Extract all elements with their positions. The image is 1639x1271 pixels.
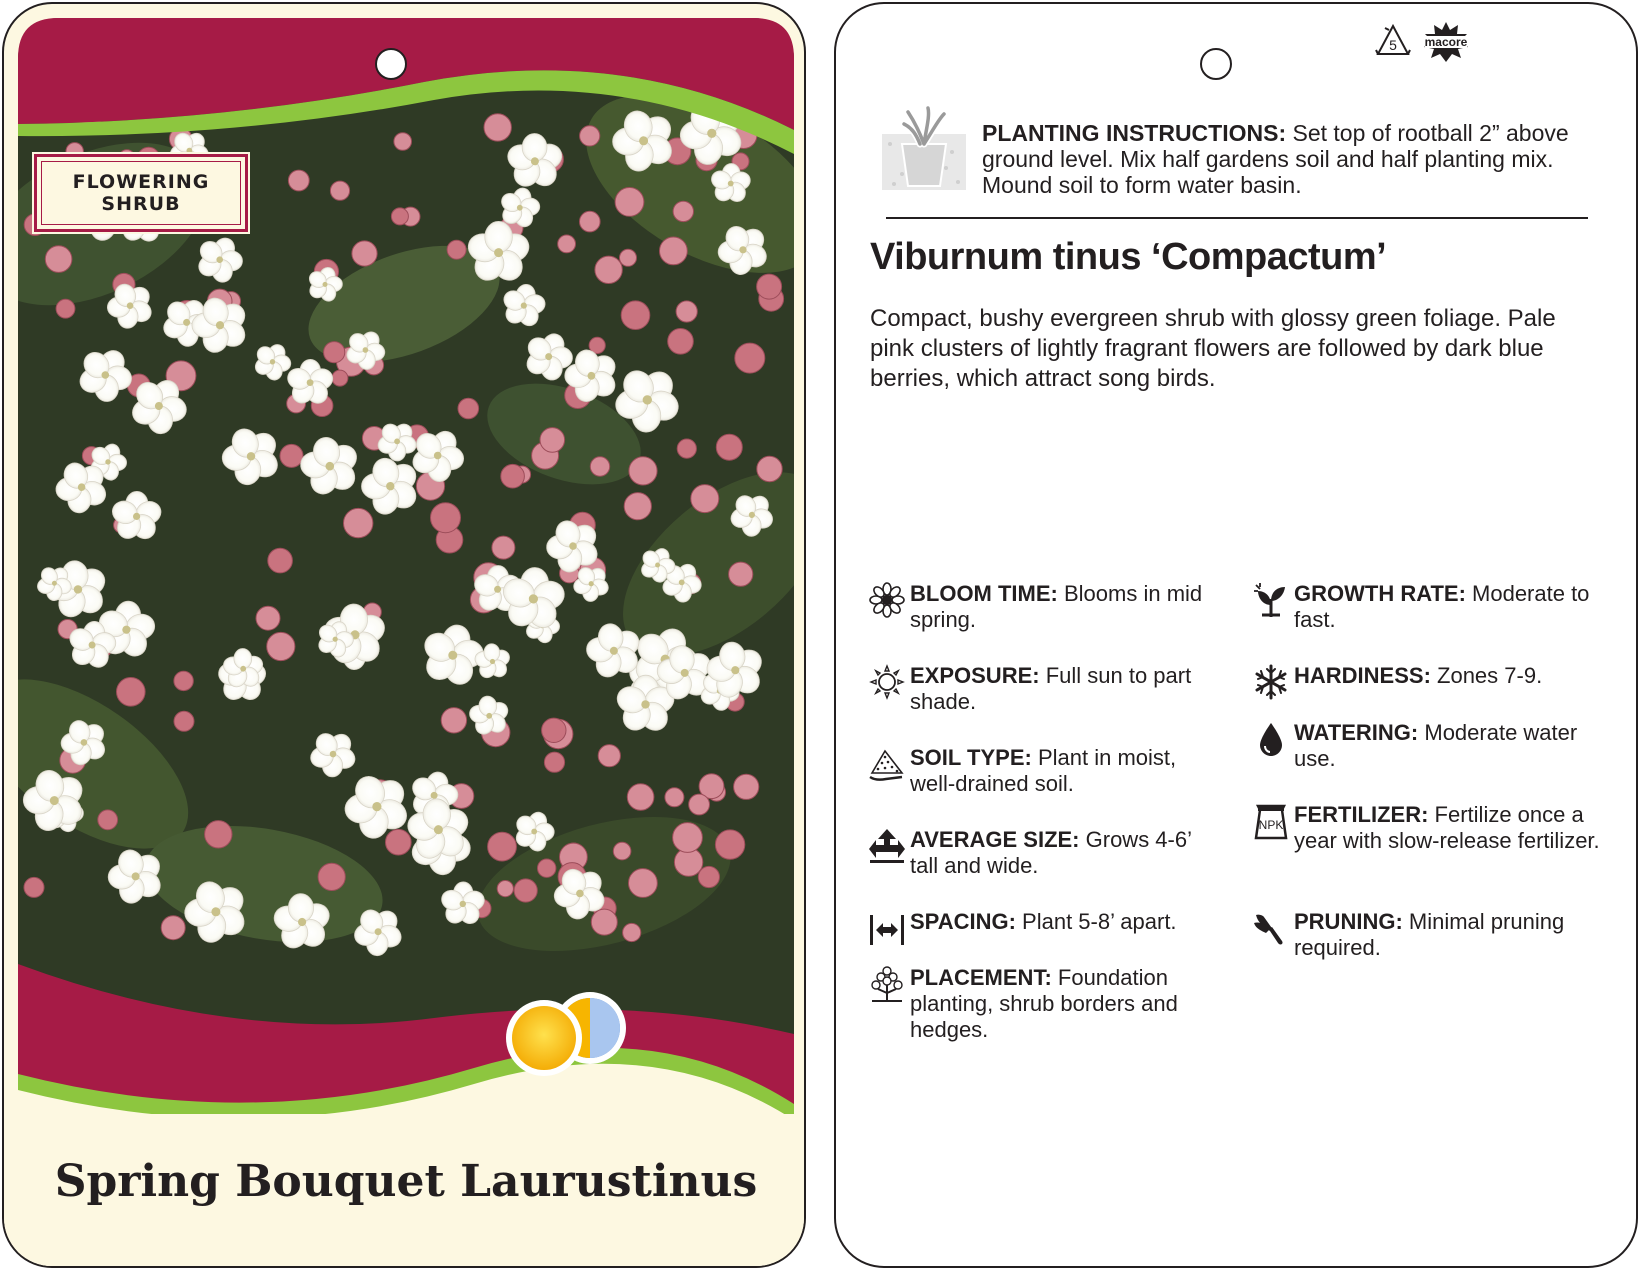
water-drop-icon — [1252, 720, 1290, 758]
care-label: FERTILIZER: — [1294, 802, 1429, 827]
care-label: HARDINESS: — [1294, 663, 1431, 688]
care-value: Blooms in mid spring. — [910, 581, 1203, 632]
care-label: SPACING: — [910, 909, 1016, 934]
care-label: GROWTH RATE: — [1294, 581, 1466, 606]
care-label: BLOOM TIME: — [910, 581, 1058, 606]
plant-common-name: Spring Bouquet Laurustinus — [54, 1156, 758, 1207]
fertilizer-icon-label: NPK — [1258, 818, 1284, 832]
planting-label: PLANTING INSTRUCTIONS: — [982, 120, 1287, 146]
hang-hole — [1200, 48, 1232, 80]
care-value: Minimal pruning required. — [1294, 909, 1565, 960]
botanical-name: Viburnum tinus ‘Compactum’ — [870, 236, 1387, 278]
back-tag — [834, 2, 1638, 1268]
care-label: WATERING: — [1294, 720, 1419, 745]
exposure-icons — [502, 990, 634, 1080]
sun-outline-icon — [868, 663, 906, 701]
recycle-number: 5 — [1389, 37, 1397, 53]
hang-hole — [375, 48, 407, 80]
snowflake-icon — [1252, 663, 1290, 701]
brand-logo-icon — [1420, 20, 1472, 64]
planting-text: Set top of rootball 2” above ground level. Mix half gardens soil and half planting mix. Mound soil to form water basin. — [982, 120, 1569, 198]
care-value: Plant in moist, well-drained soil. — [910, 745, 1177, 796]
spacing-arrows-icon — [868, 909, 906, 947]
potted-plant-icon — [882, 104, 966, 200]
divider — [886, 217, 1588, 219]
flower-icon — [868, 581, 906, 619]
care-label: EXPOSURE: — [910, 663, 1040, 688]
care-value: Grows 4-6’ tall and wide. — [910, 827, 1192, 878]
planting-instructions — [882, 104, 1592, 200]
soil-icon — [868, 745, 906, 783]
care-value: Moderate to fast. — [1294, 581, 1590, 632]
recycle-icon — [1374, 22, 1412, 62]
care-label: AVERAGE SIZE: — [910, 827, 1080, 852]
fertilizer-bag-icon — [1252, 802, 1290, 840]
size-arrows-icon — [868, 827, 906, 865]
brand-name: macore — [1424, 35, 1468, 49]
category-badge — [34, 154, 248, 232]
growth-sprout-icon — [1252, 581, 1290, 619]
care-value: Foundation planting, shrub borders and hedges. — [910, 965, 1178, 1042]
placement-icon — [868, 965, 906, 1003]
front-tag — [2, 2, 806, 1268]
care-label: PRUNING: — [1294, 909, 1403, 934]
care-value: Full sun to part shade. — [910, 663, 1192, 714]
plant-description: Compact, bushy evergreen shrub with glossy green foliage. Pale pink clusters of lightly fragrant flowers are followed by dark blue berries, which attract song birds. — [870, 305, 1556, 392]
care-value: Fertilize once a year with slow-release fertilizer. — [1294, 802, 1600, 853]
full-sun-icon — [506, 1000, 582, 1076]
care-value: Zones 7-9. — [1430, 663, 1543, 688]
care-value: Plant 5-8’ apart. — [1015, 909, 1177, 934]
pruning-shears-icon — [1252, 909, 1290, 947]
care-value: Moderate water use. — [1294, 720, 1578, 771]
care-label: PLACEMENT: — [910, 965, 1052, 990]
category-label: FLOWERING SHRUB — [72, 171, 210, 215]
logo-area — [1374, 20, 1472, 64]
care-label: SOIL TYPE: — [910, 745, 1032, 770]
